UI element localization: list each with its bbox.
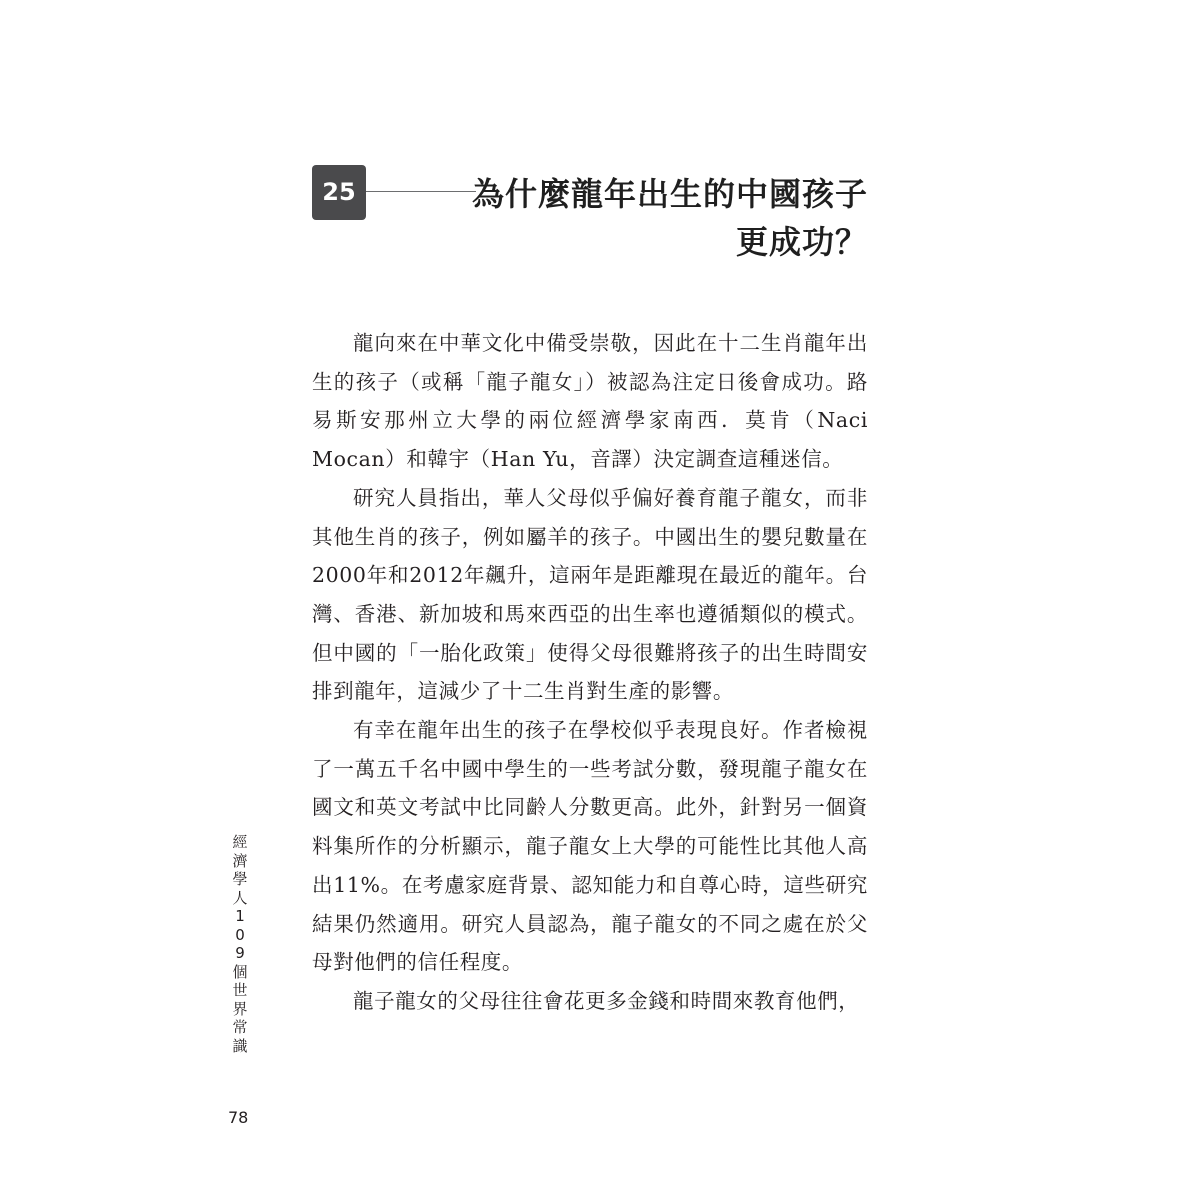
paragraph: 龍子龍女的父母往往會花更多金錢和時間來教育他們， [353,988,860,1013]
side-title-char: 常 [232,1018,248,1036]
side-title-char: 1 [235,907,245,925]
side-title-char: 9 [235,944,245,962]
chapter-title-line1: 為什麼龍年出生的中國孩子 [471,175,868,213]
side-title-char: 世 [232,981,248,999]
chapter-number-badge: 25 [312,165,366,220]
side-title-char: 界 [232,999,248,1018]
side-title-char: 經 [232,833,248,851]
paragraph: 研究人員指出，華人父母似乎偏好養育龍子龍女，而非其他生肖的孩子，例如屬羊的孩子。中國出生的嬰兒數量在2000年和2012年飆升，這兩年是距離現在最近的龍年。台灣、香港、新加坡和馬來西亞的出生率也遵循類似的模式。但中國的「一胎化政策」使得父母很難將孩子的出生時間安排到龍年，這減少了十二生肖對生產的影響。 [312,485,868,704]
side-title-char: 個 [232,962,248,981]
side-title-char: 學 [232,870,248,888]
page-number: 78 [228,1108,249,1127]
side-title-char: 識 [232,1036,248,1055]
body-text [312,324,868,1021]
side-title-char: 濟 [232,851,248,870]
paragraph: 有幸在龍年出生的孩子在學校似乎表現良好。作者檢視了一萬五千名中國中學生的一些考試分數，發現龍子龍女在國文和英文考試中比同齡人分數更高。此外，針對另一個資料集所作的分析顯示，龍子龍女上大學的可能性比其他人高出11%。在考慮家庭背景、認知能力和自尊心時，這些研究結果仍然適用。研究人員認為，龍子龍女的不同之處在於父母對他們的信任程度。 [312,718,868,975]
side-title-char: 0 [235,925,245,944]
paragraph: 龍向來在中華文化中備受崇敬，因此在十二生肖龍年出生的孩子（或稱「龍子龍女」）被認為注定日後會成功。路易斯安那州立大學的兩位經濟學家南西．莫肯（Naci Mocan）和韓宇（Han Yu，音譯）決定調查這種迷信。 [312,331,868,472]
chapter-title-line2: 更成功？ [735,223,868,261]
chapter-title [448,170,868,266]
side-title-char: 人 [232,888,248,907]
running-book-title [229,833,251,1055]
